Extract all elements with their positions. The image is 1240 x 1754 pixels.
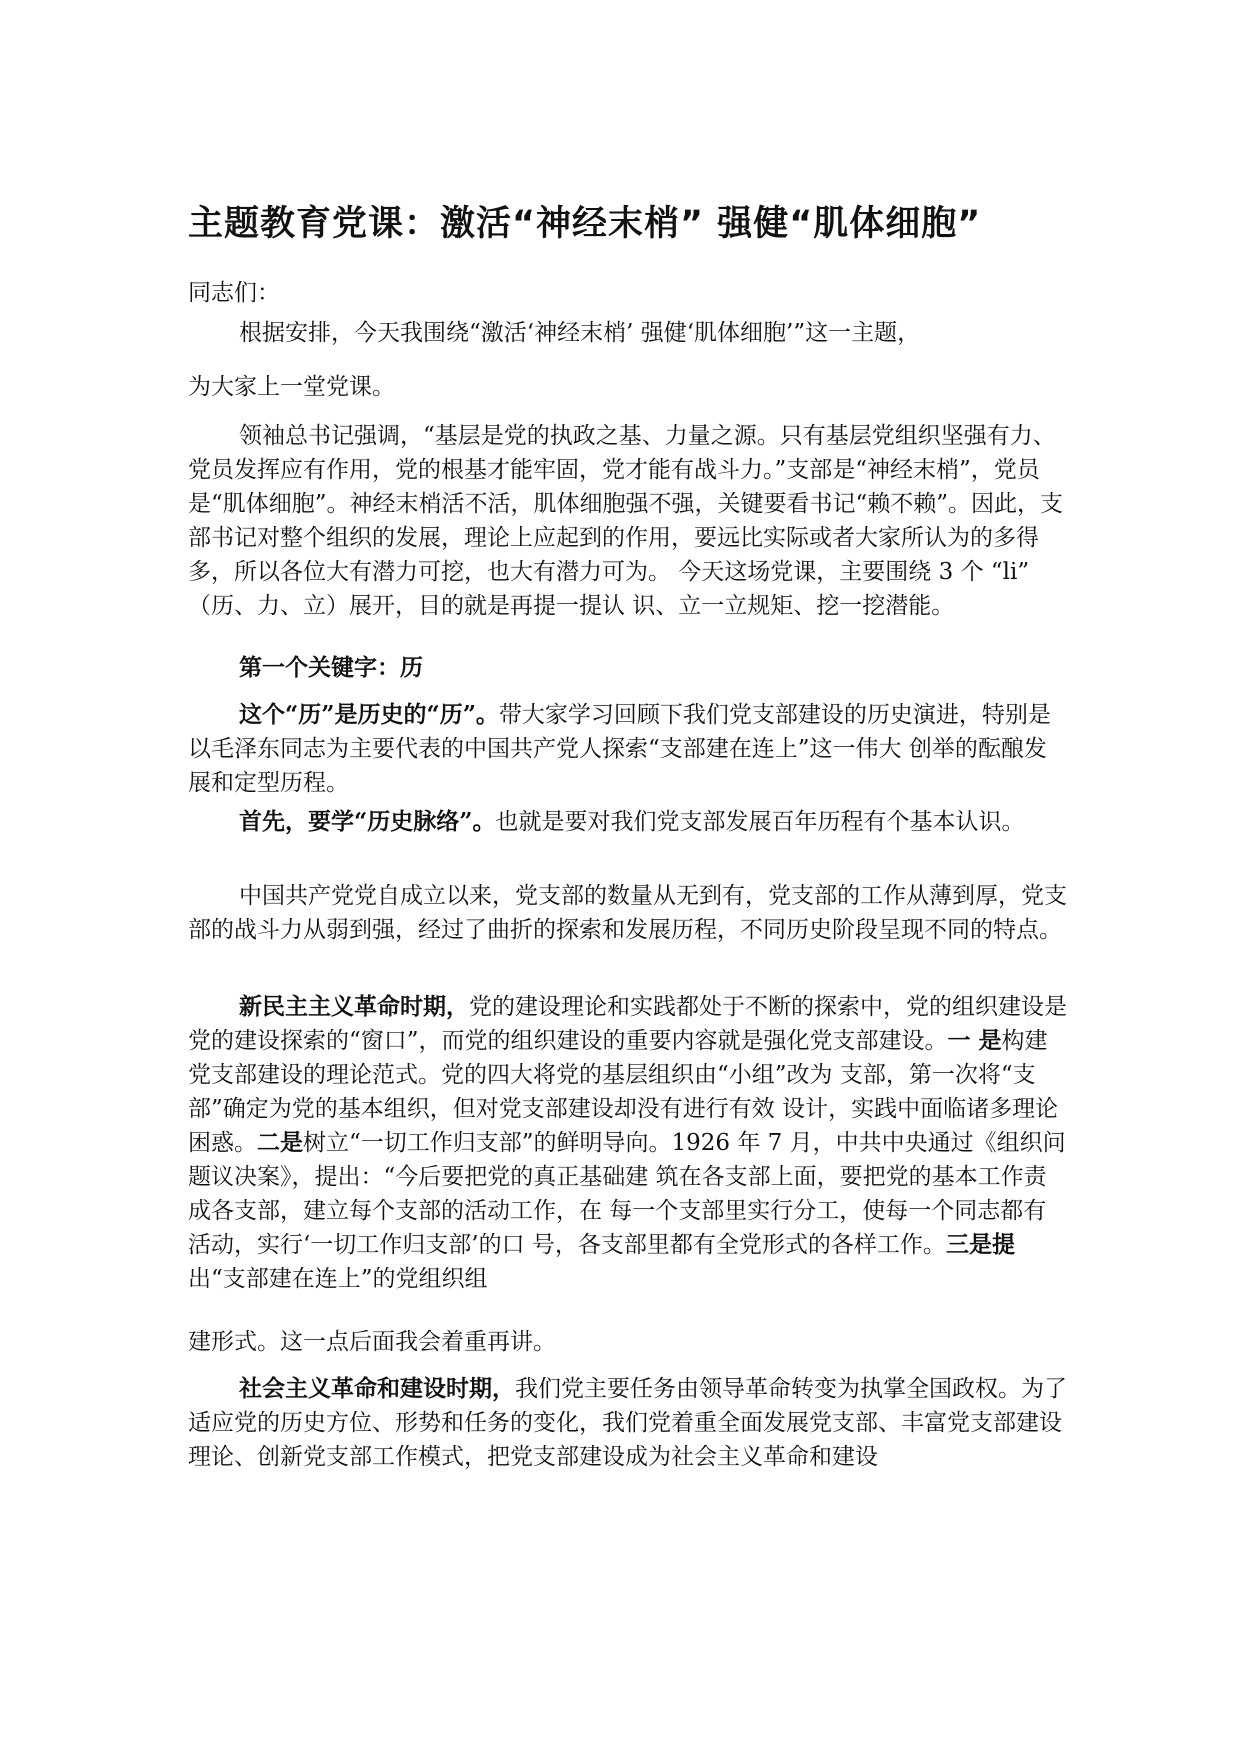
- point-one-text: 构建党支部建设的理论范式。党的四大将党的基层组织由“小组”改为 支部，第一次将“支部”确定为党的基本组织，但对党支部建设却没有进行有效 设计，实践中面临诸多理论困惑。: [188, 1028, 1059, 1156]
- document-title: 主题教育党课：激活“神经末梢” 强健“肌体细胞”: [188, 204, 982, 244]
- section-heading-li: 第一个关键字：历: [239, 654, 423, 681]
- paragraph-body: 党的建设理论和实践都处于不断的探索中，党的组织建设是党的建设探索的“窗口”，而党的组织建设的重要内容就是强化党支部建设。: [188, 994, 1067, 1054]
- paragraph-history-context: [188, 805, 1068, 839]
- paragraph-socialist-period: [188, 1372, 1068, 1474]
- paragraph-history-li: [188, 698, 1068, 800]
- point-one-label: 一 是: [947, 1027, 1002, 1054]
- lead-in-bold: 新民主主义革命时期，: [239, 993, 469, 1020]
- paragraph-body: 也就是要对我们党支部发展百年历程有个基本认识。: [495, 809, 1025, 835]
- point-two-text: 树立“一切工作归支部”的鲜明导向。1926 年 7 月，中共中央通过《组织问题议决案》，提出：“今后要把党的真正基础建 筑在各支部上面，要把党的基本工作责成各支部，建立每个支部的活动工作，在 每一个支部里实行分工，使每一个同志都有活动，实行‘一切工作归支部’的口 号，各支部里都有全党形式的各样工作。: [188, 1130, 1066, 1258]
- paragraph-body: 带大家学习回顾下我们党支部建设的历史演进，特别是以毛泽东同志为主要代表的中国共产党人探索“支部建在连上”这一伟大 创举的酝酿发展和定型历程。: [188, 702, 1051, 796]
- salutation: 同志们：: [188, 280, 280, 306]
- lead-in-bold: 首先，要学“历史脉络”。: [239, 808, 496, 835]
- paragraph-party-development: 中国共产党党自成立以来，党支部的数量从无到有，党支部的工作从薄到厚，党支部的战斗力从弱到强，经过了曲折的探索和发展历程，不同历史阶段呈现不同的特点。: [188, 883, 1067, 943]
- paragraph-new-democratic-period: [188, 990, 1068, 1296]
- point-three-text: 出“支部建在连上”的党组织组: [188, 1266, 488, 1292]
- point-three-label: 三是提: [945, 1231, 1015, 1258]
- point-two-label: 二是: [257, 1129, 303, 1156]
- paragraph-continuation: 建形式。这一点后面我会着重再讲。: [188, 1329, 556, 1355]
- lead-in-bold: 社会主义革命和建设时期，: [239, 1375, 515, 1402]
- intro-paragraph: 根据安排，今天我围绕“激活‘神经末梢’ 强健‘肌体细胞’”这一主题，: [239, 320, 921, 346]
- intro-paragraph-continued: 为大家上一堂党课。: [188, 374, 395, 400]
- paragraph-body: 我们党主要任务由领导革命转变为执掌全国政权。为了适应党的历史方位、形势和任务的变化，我们党着重全面发展党支部、丰富党支部建设理论、创新党支部工作模式，把党支部建设成为社会主义革命和建设: [188, 1376, 1067, 1470]
- paragraph-quote: 领袖总书记强调，“基层是党的执政之基、力量之源。只有基层党组织坚强有力、党员发挥应有作用，党的根基才能牢固，党才能有战斗力。”支部是“神经末梢”，党员是“肌体细胞”。神经末梢活不活，肌体细胞强不强，关键要看书记“赖不赖”。因此，支部书记对整个组织的发展，理论上应起到的作用，要远比实际或者大家所认为的多得多，所以各位大有潜力可挖，也大有潜力可为。 今天这场党课，主要围绕 3 个 “li” （历、力、立）展开，目的就是再提一提认 识、立一立规矩、挖一挖潜能。: [188, 423, 1064, 619]
- lead-in-bold: 这个“历”是历史的“历”。: [239, 701, 499, 728]
